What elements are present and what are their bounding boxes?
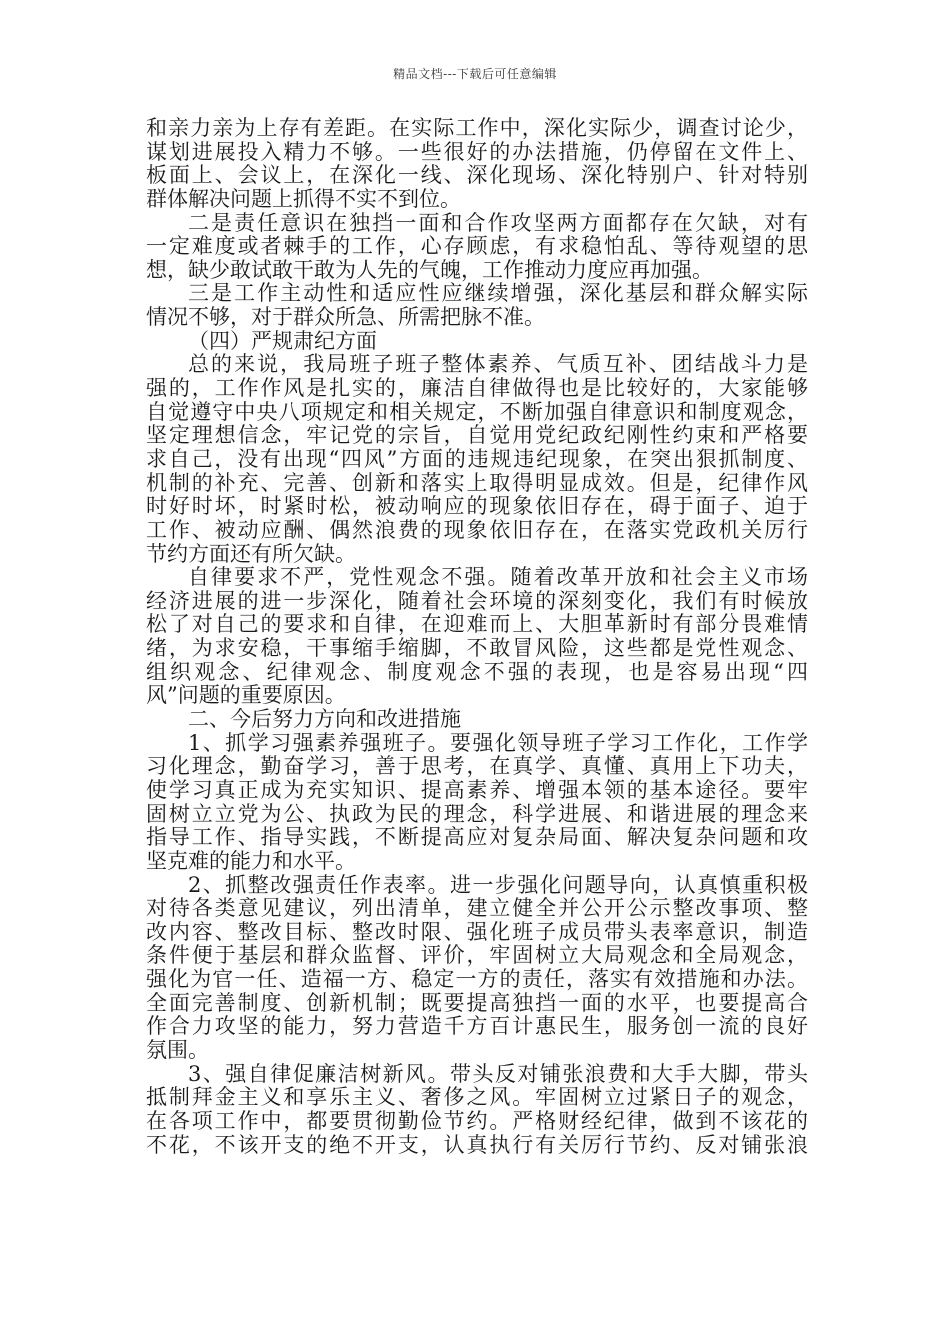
document-body (146, 117, 808, 1157)
text-line: 谋划进展投入精力不够。一些很好的办法措施，仍停留在文件上、 (146, 139, 808, 164)
text-line: （四）严规肃纪方面 (188, 328, 377, 353)
text-line: 使学习真正成为充实知识、提高素养、增强本领的基本途径。要牢 (146, 777, 808, 802)
text-line: 板面上、会议上，在深化一线、深化现场、深化特别户、针对特别 (146, 163, 808, 188)
page-header: 精品文档---下载后可任意编辑 (393, 67, 557, 81)
text-line: 机制的补充、完善、创新和落实上取得明显成效。但是，纪律作风 (146, 470, 808, 495)
text-line: 绪，为求安稳，干事缩手缩脚，不敢冒风险，这些都是党性观念、 (146, 636, 808, 661)
text-line: 节约方面还有所欠缺。 (146, 541, 356, 566)
text-line: 求自己，没有出现“四风”方面的违规违纪现象，在突出狠抓制度、 (146, 446, 808, 471)
text-line: 坚定理想信念，牢记党的宗旨，自觉用党纪政纪刚性约束和严格要 (146, 423, 808, 448)
text-line: 作合力攻坚的能力，努力营造千方百计惠民生，服务创一流的良好 (146, 1014, 808, 1039)
text-line: 2、抓整改强责任作表率。进一步强化问题导向，认真慎重积极 (188, 872, 808, 897)
text-line: 改内容、整改目标、整改时限、强化班子成员带头表率意识，制造 (146, 919, 808, 944)
text-line: 三是工作主动性和适应性应继续增强，深化基层和群众解实际 (188, 281, 808, 306)
text-line: 二是责任意识在独挡一面和合作攻坚两方面都存在欠缺，对有 (188, 210, 808, 235)
text-line: 二、今后努力方向和改进措施 (188, 707, 461, 732)
text-line: 风”问题的重要原因。 (146, 683, 346, 708)
text-line: 总的来说，我局班子班子整体素养、气质互补、团结战斗力是 (188, 352, 808, 377)
text-line: 想，缺少敢试敢干敢为人先的气魄，工作推动力度应再加强。 (146, 257, 713, 282)
text-line: 一定难度或者棘手的工作，心存顾虑，有求稳怕乱、等待观望的思 (146, 234, 808, 259)
text-line: 组织观念、纪律观念、制度观念不强的表现，也是容易出现“四 (146, 659, 808, 684)
text-line: 松了对自己的要求和自律，在迎难而上、大胆革新时有部分畏难情 (146, 612, 808, 637)
text-line: 全面完善制度、创新机制；既要提高独挡一面的水平，也要提高合 (146, 990, 808, 1015)
text-line: 强的，工作作风是扎实的，廉洁自律做得也是比较好的，大家能够 (146, 376, 808, 401)
text-line: 坚克难的能力和水平。 (146, 848, 356, 873)
text-line: 在各项工作中，都要贯彻勤俭节约。严格财经纪律，做到不该花的 (146, 1108, 808, 1133)
text-line: 不花，不该开支的绝不开支，认真执行有关厉行节约、反对铺张浪 (146, 1132, 808, 1157)
text-line: 1、抓学习强素养强班子。要强化领导班子学习工作化，工作学 (188, 730, 808, 755)
text-line: 3、强自律促廉洁树新风。带头反对铺张浪费和大手大脚，带头 (188, 1061, 808, 1086)
text-line: 工作、被动应酬、偶然浪费的现象依旧存在，在落实党政机关厉行 (146, 517, 808, 542)
text-line: 指导工作、指导实践，不断提高应对复杂局面、解决复杂问题和攻 (146, 825, 808, 850)
text-line: 自律要求不严，党性观念不强。随着改革开放和社会主义市场 (188, 565, 808, 590)
text-line: 强化为官一任、造福一方、稳定一方的责任，落实有效措施和办法。 (146, 967, 808, 992)
text-line: 对待各类意见建议，列出清单，建立健全并公开公示整改事项、整 (146, 896, 808, 921)
text-line: 氛围。 (146, 1037, 209, 1062)
text-line: 条件便于基层和群众监督、评价，牢固树立大局观念和全局观念， (146, 943, 808, 968)
text-line: 群体解决问题上抓得不实不到位。 (146, 186, 461, 211)
text-line: 经济进展的进一步深化，随着社会环境的深刻变化，我们有时候放 (146, 588, 808, 613)
text-line: 情况不够，对于群众所急、所需把脉不准。 (146, 305, 545, 330)
text-line: 固树立立党为公、执政为民的理念，科学进展、和谐进展的理念来 (146, 801, 808, 826)
text-line: 自觉遵守中央八项规定和相关规定，不断加强自律意识和制度观念， (146, 399, 808, 424)
text-line: 抵制拜金主义和享乐主义、奢侈之风。牢固树立过紧日子的观念， (146, 1085, 808, 1110)
text-line: 和亲力亲为上存有差距。在实际工作中，深化实际少，调查讨论少， (146, 116, 808, 140)
text-line: 时好时坏，时紧时松，被动响应的现象依旧存在，碍于面子、迫于 (146, 494, 808, 519)
text-line: 习化理念，勤奋学习，善于思考，在真学、真懂、真用上下功夫， (146, 754, 808, 779)
